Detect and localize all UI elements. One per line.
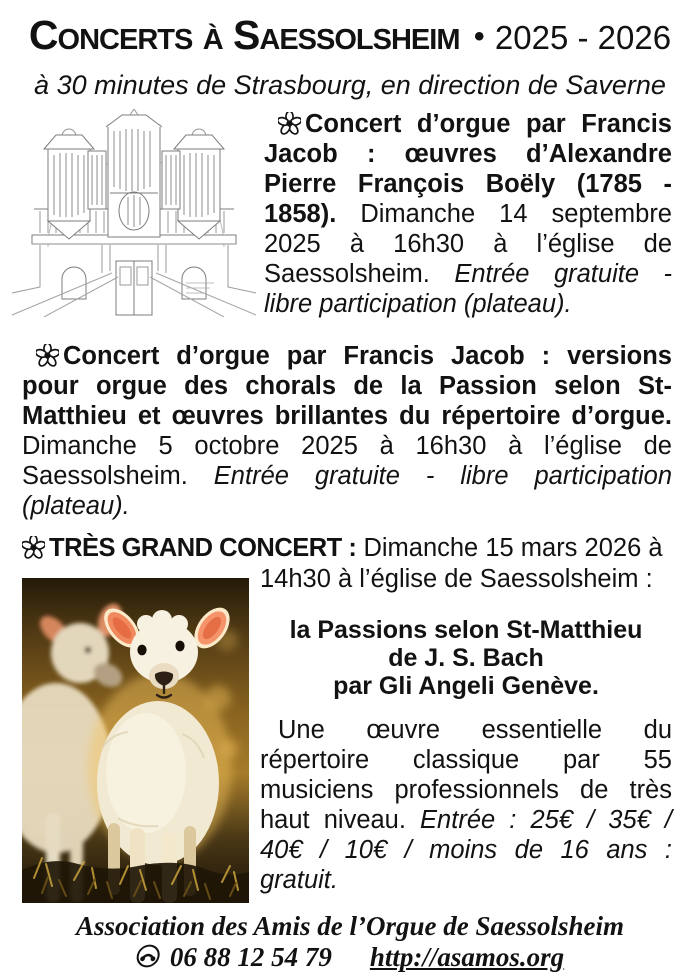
flower-icon [278,112,301,135]
flower-icon [36,344,59,367]
concert1-details: Dimanche 14 septembre 2025 à 16h30 à l’église de Saessolsheim. [264,200,672,288]
concert3-label: TRÈS GRAND CONCERT : [49,534,357,562]
association-name: Association des Amis de l’Orgue de Saessolsheim [75,911,625,941]
concert3-heading [22,533,672,563]
concert3-work-title [260,616,672,700]
concert2-section [22,341,672,521]
concert1-section [10,107,672,319]
concert2-title: Concert d’orgue par Francis Jacob : versions pour orgue des chorals de la Passion selon St-Matthieu et œuvres brillantes du répertoire d’orgue. [22,342,672,430]
concert3-text-column [260,564,672,903]
concert3-date-line2: 14h30 à l’église de Saessolsheim : [260,565,653,593]
subtitle: à 30 minutes de Strasbourg, en direction de Saverne [34,70,666,100]
pricing-text: Entrée : 25€ / 35€ / 40€ / 10€ / moins de 16 ans : gratuit. [260,806,672,894]
page-title [0,12,700,68]
work-line1: la Passions selon St-Matthieu [289,616,643,644]
concert3-row [22,564,672,903]
concert2-entry: Entrée gratuite - libre participation (plateau). [22,462,672,520]
organ-drawing-sketch [10,109,258,317]
concert3-description [260,715,672,895]
lambs-photo-image [22,578,249,903]
concert2-paragraph [22,341,672,521]
season-text: 2025 - 2026 [494,19,672,56]
work-line2: de J. S. Bach [388,644,544,672]
website-link[interactable]: http://asamos.org [369,942,565,972]
organ-drawing [10,109,258,317]
concert1-title: Concert d’orgue par Francis Jacob : œuvres d’Alexandre Pierre François Boëly (1785 - 1858). [264,110,672,228]
description-text: Une œuvre essentielle du répertoire classique par 55 musiciens professionnels de très haut niveau. [260,716,672,834]
phone-number: 06 88 12 54 79 [169,942,332,972]
work-line3: par Gli Angeli Genève. [333,672,599,700]
bullet-separator: • [473,20,485,53]
concert1-paragraph [264,107,672,319]
title-text: Concerts à Saessolsheim [28,12,460,58]
flower-icon [22,536,45,559]
poster-footer [0,911,700,972]
concert3-date-line1: Dimanche 15 mars 2026 à [363,534,663,562]
footer-contact-line [0,942,700,972]
lambs-photo [22,578,249,903]
concert1-entry: Entrée gratuite - libre participation (plateau). [264,260,672,318]
concert3-section [22,533,672,903]
concert2-details: Dimanche 5 octobre 2025 à 16h30 à l’église de Saessolsheim. [22,432,672,490]
phone-icon [136,943,162,969]
poster-header [0,0,700,99]
